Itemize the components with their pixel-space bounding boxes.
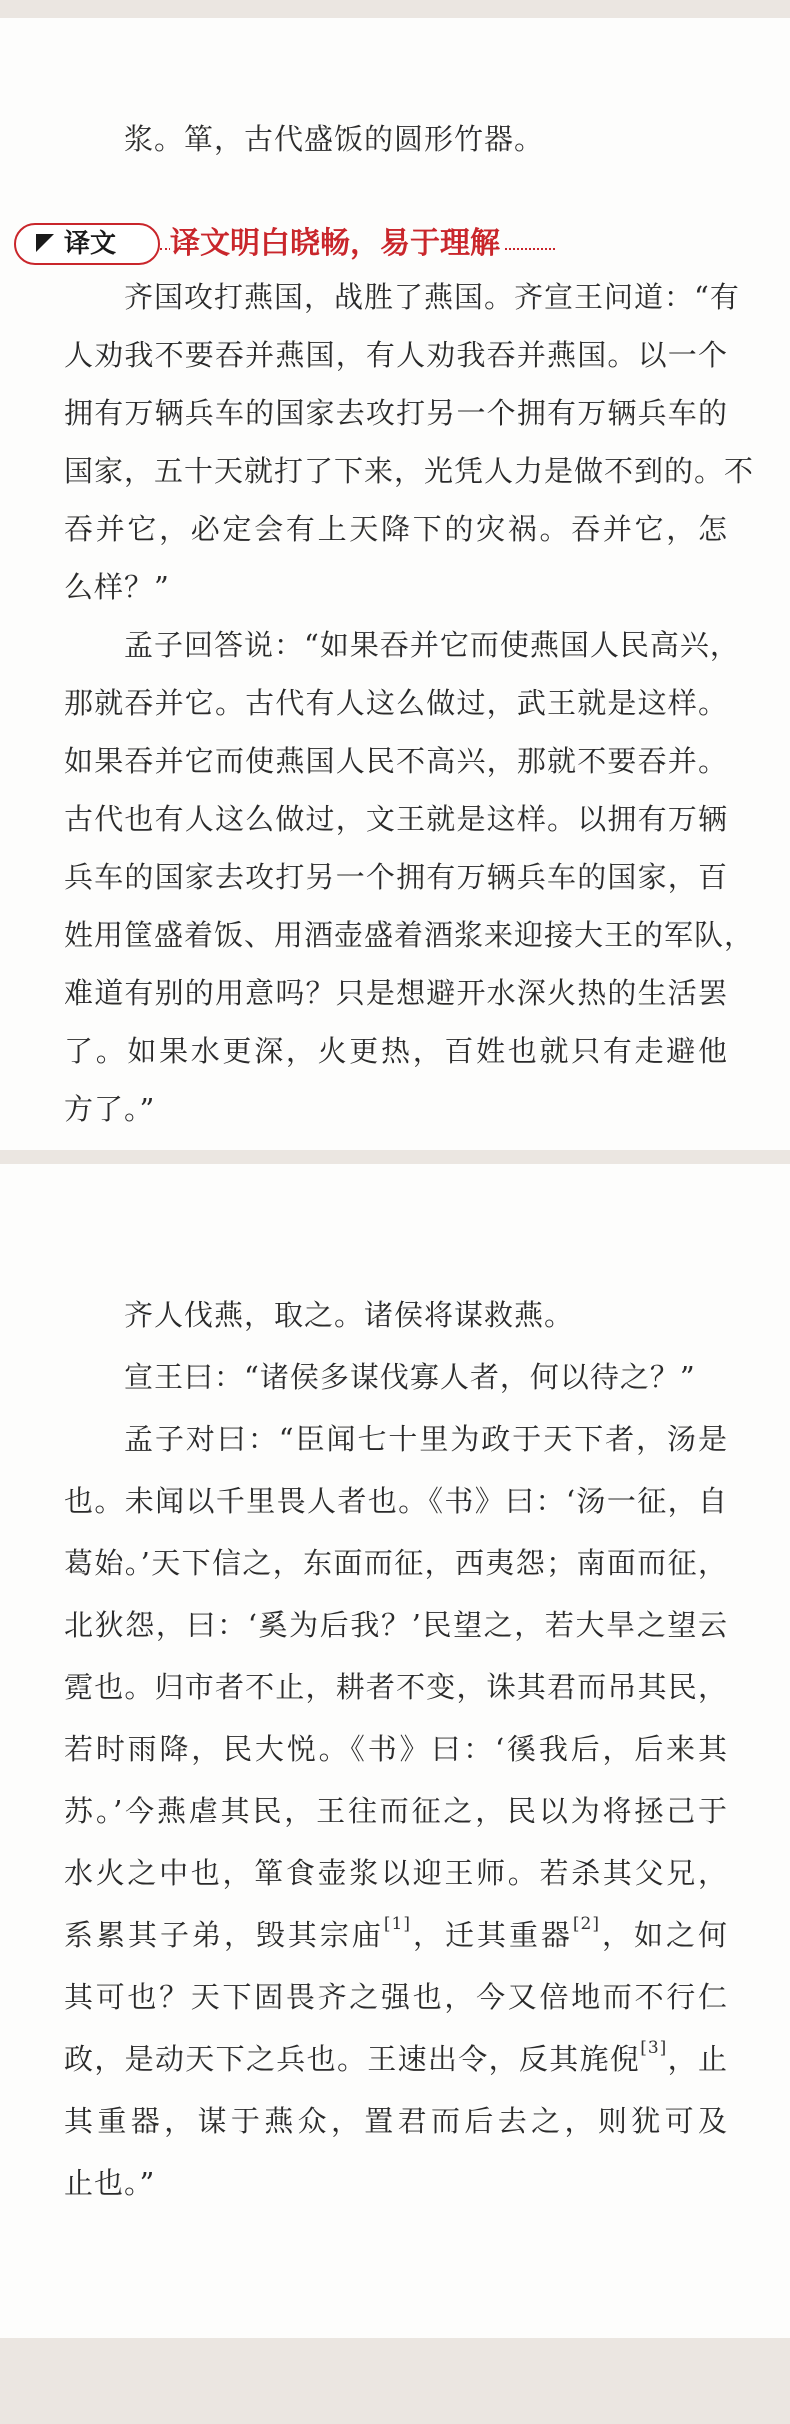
text-line: 么样？” — [64, 570, 170, 604]
footnote-marker-2[interactable]: [2] — [572, 1914, 601, 1934]
text-segment: ，止 — [667, 2042, 728, 2076]
text-segment: 政，是动天下之兵也。王速出令，反其旄倪 — [64, 2042, 641, 2076]
text-segment: ，如之何 — [600, 1918, 728, 1952]
text-line: 宣王曰：“诸侯多谋伐寡人者，何以待之？” — [124, 1360, 696, 1394]
text-line: 难道有别的用意吗？只是想避开水深火热的生活罢 — [64, 976, 728, 1010]
text-line: 若时雨降，民大悦。《书》曰：‘徯我后，后来其 — [64, 1732, 728, 1766]
text-segment: ，迁其重器 — [410, 1918, 573, 1952]
text-line: 水火之中也，箪食壶浆以迎王师。若杀其父兄， — [64, 1856, 728, 1890]
text-line: 吞并它，必定会有上天降下的灾祸。吞并它，怎 — [64, 512, 728, 546]
text-line — [64, 1904, 728, 1966]
footnote-marker-1[interactable]: [1] — [383, 1914, 411, 1934]
text-line: 兵车的国家去攻打另一个拥有万辆兵车的国家，百 — [64, 860, 728, 894]
text-line: 如果吞并它而使燕国人民不高兴，那就不要吞并。 — [64, 744, 728, 778]
text-line: 那就吞并它。古代有人这么做过，武王就是这样。 — [64, 686, 728, 720]
text-line: 其重器，谋于燕众，置君而后去之，则犹可及 — [64, 2104, 728, 2138]
section-badge-label: 译文 — [64, 229, 117, 259]
classical-text-page — [0, 1164, 790, 2338]
text-line: 国家，五十天就打了下来，光凭人力是做不到的。不 — [64, 454, 755, 488]
translation-page — [0, 18, 790, 1150]
text-line: 方了。” — [64, 1092, 156, 1126]
text-line: 古代也有人这么做过，文王就是这样。以拥有万辆 — [64, 802, 728, 836]
text-line: 葛始。’天下信之，东面而征，西夷怨；南面而征， — [64, 1546, 728, 1580]
text-line: 拥有万辆兵车的国家去攻打另一个拥有万辆兵车的 — [64, 396, 728, 430]
text-line: 孟子对曰：“臣闻七十里为政于天下者，汤是 — [124, 1422, 728, 1456]
text-line: 了。如果水更深，火更热，百姓也就只有走避他 — [64, 1034, 728, 1068]
text-line: 姓用筐盛着饭、用酒壶盛着酒浆来迎接大王的军队， — [64, 918, 755, 952]
text-line: 孟子回答说：“如果吞并它而使燕国人民高兴， — [124, 628, 740, 662]
corner-triangle-icon — [36, 234, 54, 252]
text-line: 齐人伐燕，取之。诸侯将谋救燕。 — [124, 1298, 575, 1332]
section-title: 译文明白晓畅，易于理解 — [170, 222, 504, 266]
section-badge — [14, 223, 160, 265]
previous-note-line: 浆。箪，古代盛饭的圆形竹器。 — [124, 122, 545, 156]
text-line: 齐国攻打燕国，战胜了燕国。齐宣王问道：“有 — [124, 280, 740, 314]
text-line: 北狄怨，曰：‘奚为后我？’民望之，若大旱之望云 — [64, 1608, 728, 1642]
text-line — [64, 2028, 728, 2090]
text-segment: 系累其子弟，毁其宗庙 — [64, 1918, 384, 1952]
text-line: 苏。’今燕虐其民，王往而征之，民以为将拯己于 — [64, 1794, 728, 1828]
text-line: 其可也？天下固畏齐之强也，今又倍地而不行仁 — [64, 1980, 728, 2014]
text-line: 止也。” — [64, 2166, 156, 2200]
text-line: 霓也。归市者不止，耕者不变，诛其君而吊其民， — [64, 1670, 728, 1704]
text-line: 人劝我不要吞并燕国，有人劝我吞并燕国。以一个 — [64, 338, 728, 372]
text-line: 也。未闻以千里畏人者也。《书》曰：‘汤一征，自 — [64, 1484, 728, 1518]
footnote-marker-3[interactable]: [3] — [640, 2038, 668, 2058]
